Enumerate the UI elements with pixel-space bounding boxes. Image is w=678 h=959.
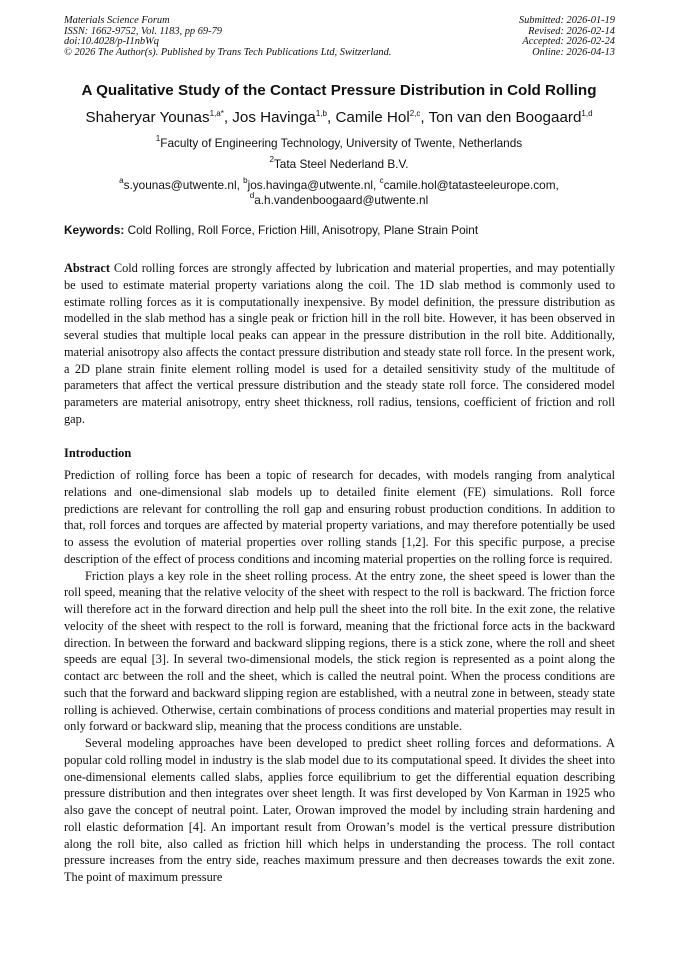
abstract	[64, 260, 615, 428]
email-line	[0, 178, 678, 193]
author-name: Ton van den Boogaard	[428, 109, 582, 126]
author-name: Jos Havinga	[232, 109, 316, 126]
copyright-line: © 2026 The Author(s). Published by Trans Tech Publications Ltd, Switzerland.	[64, 46, 392, 58]
keywords	[64, 223, 615, 237]
paper-title: A Qualitative Study of the Contact Pressure Distribution in Cold Rolling	[81, 82, 597, 99]
email-sup: c	[379, 176, 384, 185]
accepted-date: Accepted: 2026-02-24	[522, 36, 615, 48]
paragraph: Several modeling approaches have been developed to predict sheet rolling forces and deformations. A popular cold rolling model in industry is the slab model due to its computational speed. It divides the sheet into one-dimensional elements called slabs, applies force equilibrium to get the differential equation describing pressure distribution and then integrates over sheet length. It was first developed by Von Karman in 1925 who also gave the concept of neutral point. Later, Orowan improved the model by including strain hardening and roll elastic deformation [4]. An important result from Orowan’s model is the vertical pressure distribution along the roll bite, also called as friction hill which helps in understanding the process. The roll contact pressure increases from the entry side, reaches maximum pressure and then decreases towards the exit zone. The point of maximum pressure	[64, 736, 615, 884]
email-link[interactable]: jos.havinga@utwente.nl,	[247, 178, 380, 192]
author-sup: 2,c	[409, 109, 421, 118]
abstract-label: Abstract	[64, 261, 110, 275]
email-link[interactable]: s.younas@utwente.nl,	[123, 178, 244, 192]
doi-line: doi:10.4028/p-I1nbWq	[64, 36, 159, 48]
section-heading-introduction: Introduction	[64, 446, 132, 460]
issn-line: ISSN: 1662-9752, Vol. 1183, pp 69-79	[64, 25, 222, 37]
keywords-label: Keywords:	[64, 223, 125, 237]
paragraph: Friction plays a key role in the sheet rolling process. At the entry zone, the sheet speed is lower than the roll speed, meaning that the relative velocity of the sheet with respect to the roll is backward. The friction force will therefore act in the forward direction and help pull the sheet into the roll bite. In the exit zone, the relative velocity of the sheet with respect to the roll is forward, meaning that the frictional force acts in the backward direction. In between the forward and backward slipping regions, there is a stick zone, where the roll and sheet speeds are equal [3]. In several two-dimensional models, the stick region is represented as a point along the contact arc between the roll and the sheet, which is called the neutral point. When the process conditions are such that the forward and backward slipping region are established, with a neutral zone in between, steady state rolling is achieved. Otherwise, certain combinations of process conditions and material properties may result in only forward or backward slip, meaning that the process conditions are unstable.	[64, 568, 615, 734]
online-date: Online: 2026-04-13	[532, 46, 615, 58]
paragraph: Prediction of rolling force has been a topic of research for decades, with models ranging from analytical relations and one-dimensional slab models up to detailed finite element (FE) simulations. Roll force predictions are relevant for controlling the roll gap and ensuring robust production conditions. In addition to that, roll forces and torques are affected by material property variations, and may therefore potentially be used to assess the evolution of material properties over rolling stands [1,2]. For this specific purpose, a precise description of the effect of process conditions and incoming material properties on the rolling force is required.	[64, 468, 615, 566]
author-separator: ,	[420, 109, 429, 126]
author-name: Camile Hol	[335, 109, 410, 126]
email-line	[0, 193, 678, 208]
affiliation-1	[0, 136, 678, 150]
author-name: Shaheryar Younas	[85, 109, 210, 126]
journal-name: Materials Science Forum	[64, 15, 170, 26]
journal-header	[64, 16, 391, 58]
email-sup: d	[249, 191, 255, 200]
author-sup: 1,d	[581, 109, 593, 118]
author-separator: ,	[223, 109, 233, 126]
affiliation-2	[0, 157, 678, 171]
author-list	[0, 108, 678, 128]
publication-dates	[519, 16, 615, 58]
introduction-body	[64, 467, 615, 886]
author-sup: 1,b	[315, 109, 327, 118]
email-sup: b	[243, 176, 248, 185]
email-link[interactable]: camile.hol@tatasteeleurope.com,	[383, 178, 559, 192]
author-separator: ,	[326, 109, 336, 126]
affiliation-text: Faculty of Engineering Technology, University of Twente, Netherlands	[160, 136, 523, 150]
abstract-text: Cold rolling forces are strongly affected by lubrication and material properties, and may potentially be used to estimate material property variations along the coil. The 1D slab method is commonly used to estimate rolling forces as it is computationally inexpensive. By model definition, the pressure distribution as modelled in the slab method has a single peak or friction hill in the roll bite. However, it has been observed in several studies that multiple local peaks can appear in the pressure distribution in the roll bite. Additionally, material anisotropy also affects the contact pressure distribution and steady state roll force. In the present work, a 2D plane strain finite element rolling model is used for a detailed sensitivity study of the multitude of parameters that affect the vertical pressure distribution and the steady state roll force. The considered model parameters are material anisotropy, entry sheet thickness, roll radius, tensions, coefficient of friction and roll gap.	[64, 261, 615, 426]
affiliation-sup: 2	[269, 155, 274, 164]
author-emails	[0, 178, 678, 208]
author-sup: 1,a*	[209, 109, 224, 118]
email-link[interactable]: a.h.vandenboogaard@utwente.nl	[254, 193, 429, 207]
affiliation-text: Tata Steel Nederland B.V.	[273, 157, 409, 171]
submitted-date: Submitted: 2026-01-19	[518, 15, 615, 26]
revised-date: Revised: 2026-02-14	[528, 25, 615, 37]
email-sup: a	[119, 176, 124, 185]
affiliation-sup: 1	[155, 134, 161, 143]
keywords-text: Cold Rolling, Roll Force, Friction Hill, Anisotropy, Plane Strain Point	[124, 223, 479, 237]
